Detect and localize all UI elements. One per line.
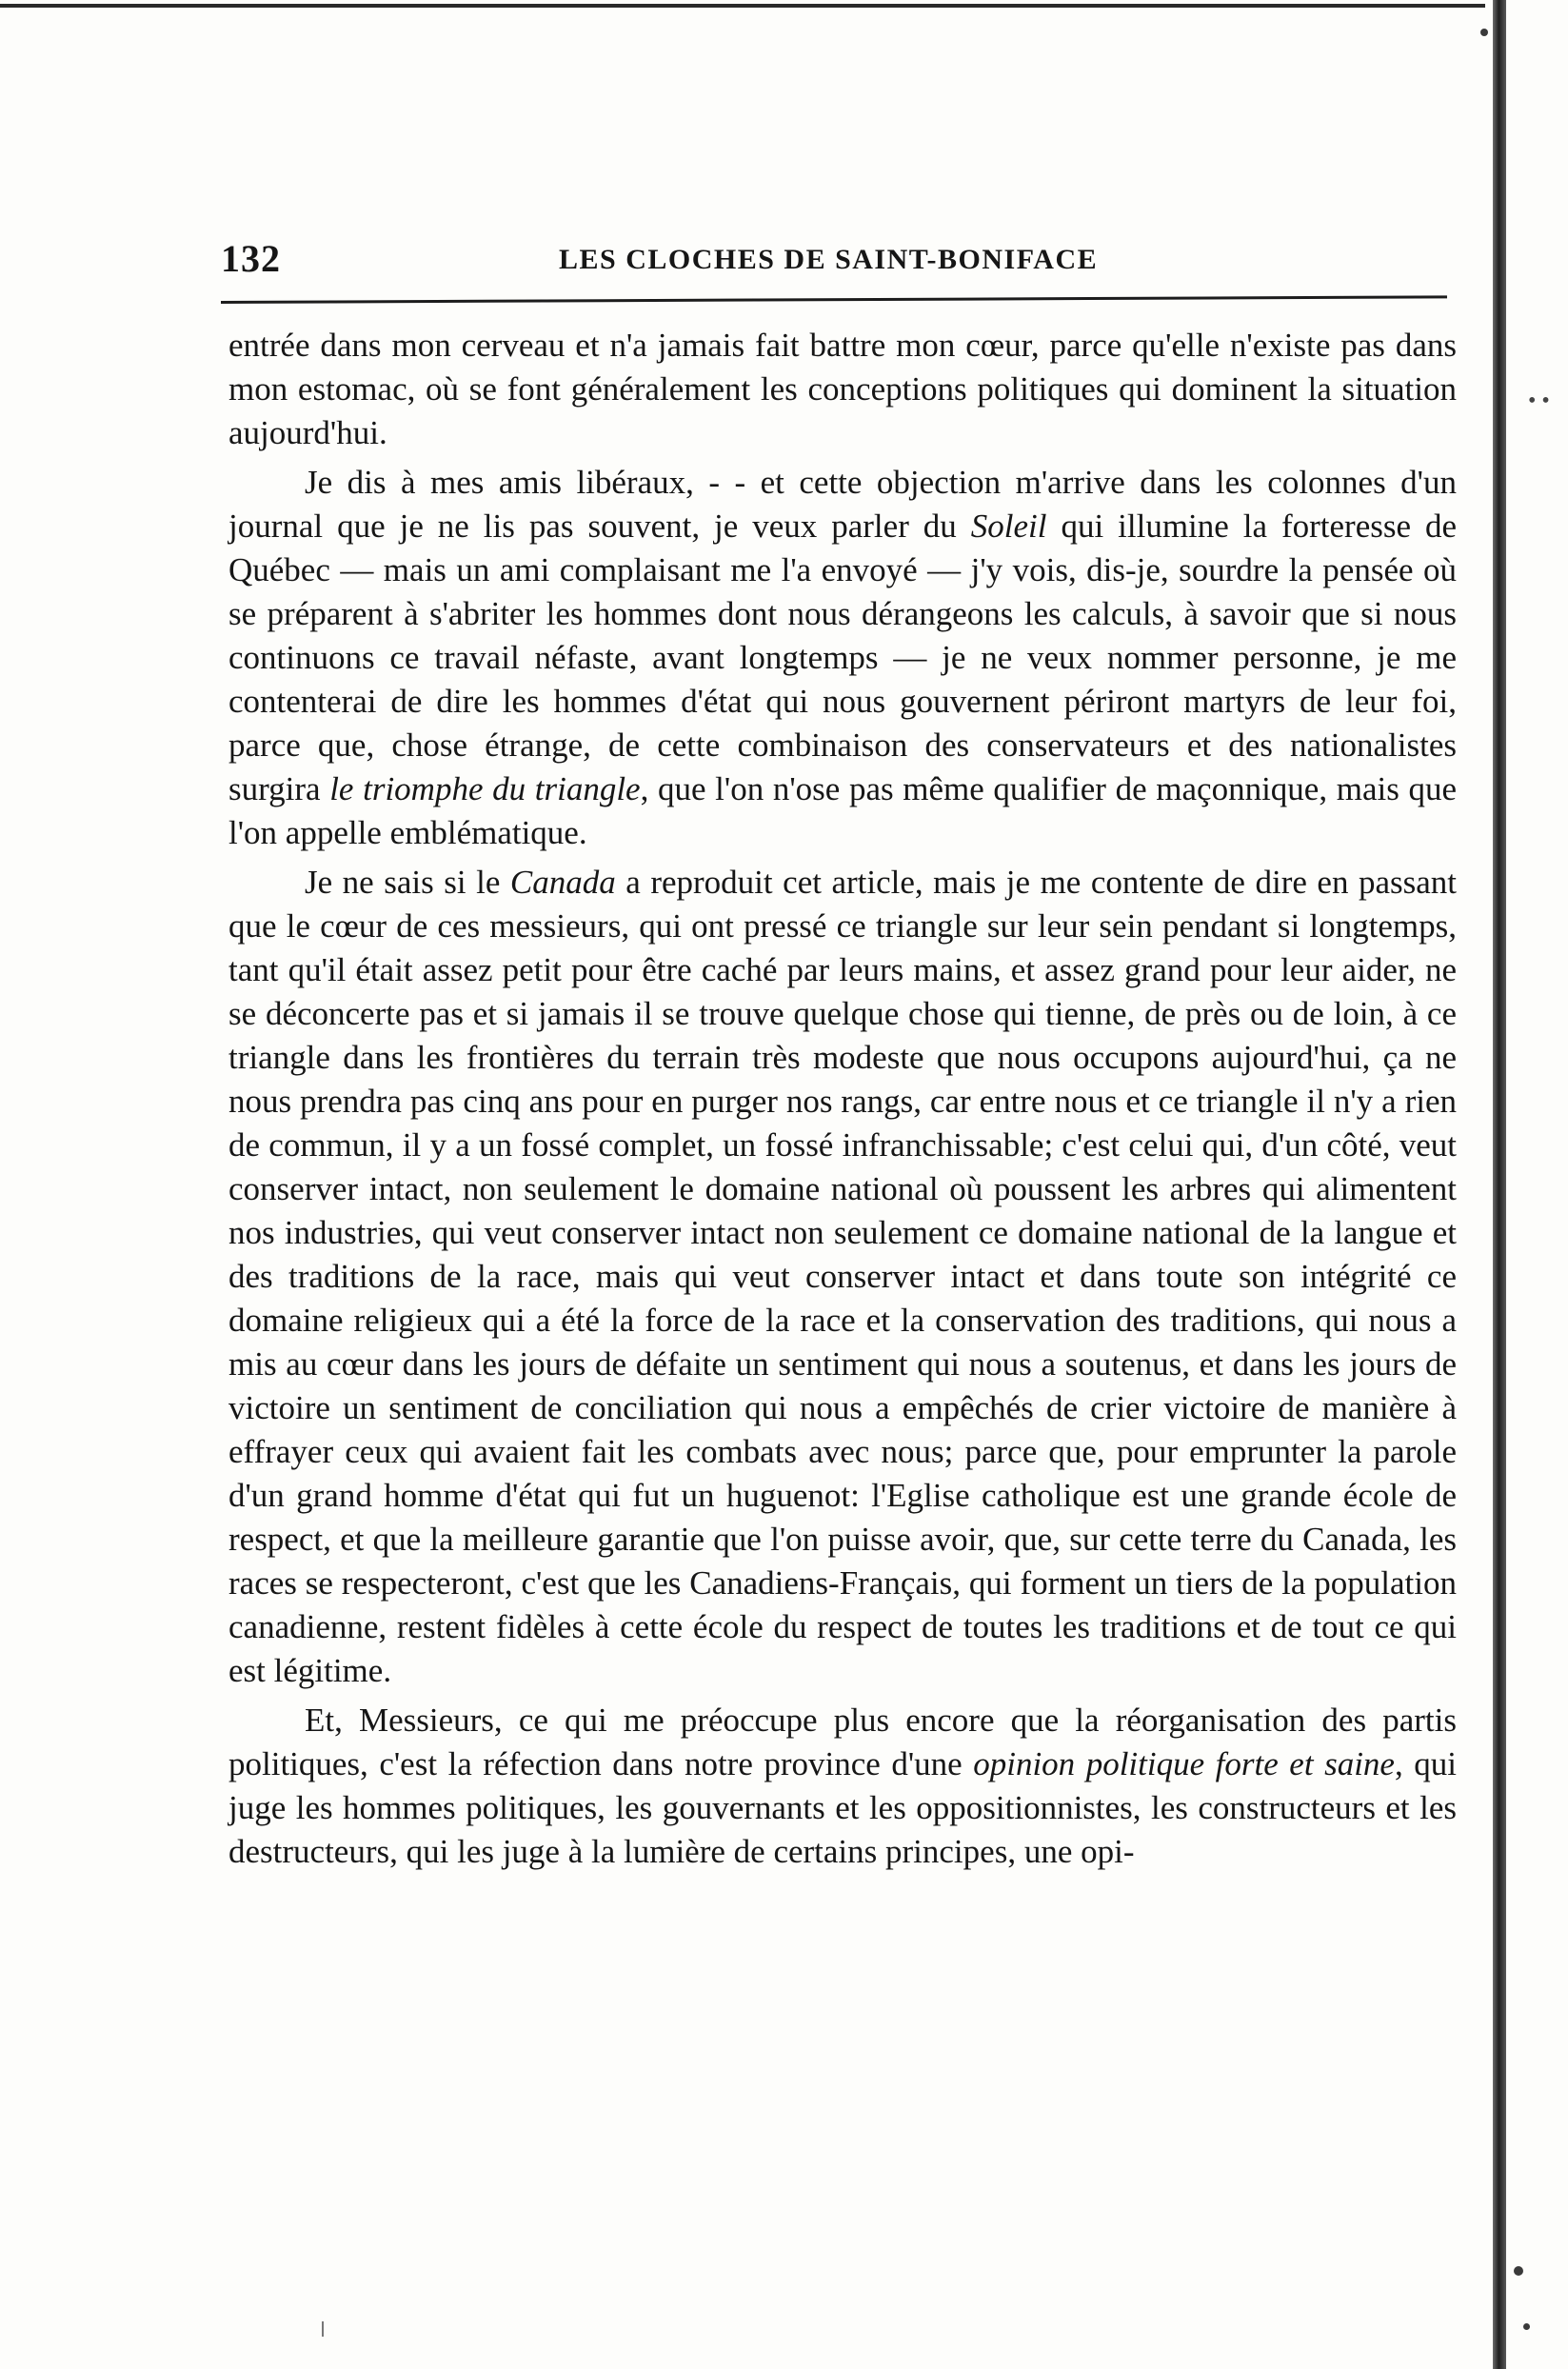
- top-edge-rule: [0, 4, 1485, 8]
- paragraph-text: qui illumine la forteresse de Québec — mais un ami complaisant me l'a envoyé — j'y vois, dis-je, sourdre la pensée où se préparent à s'abriter les hommes dont nous dérangeons les calculs, à savoir que si nous continuons ce travail néfaste, avant longtemps — je ne veux nommer personne, je me contenterai de dire les hommes d'état qui nous gouvernent périront martyrs de leur foi, parce que, chose étrange, de cette combinaison des conservateurs et des nationalistes surgira: [228, 508, 1458, 807]
- paragraph-1: [228, 324, 1457, 455]
- paragraph-2: [228, 461, 1457, 855]
- edge-speck: [1514, 2266, 1523, 2276]
- italic-phrase: opinion politique forte et saine: [973, 1745, 1395, 1782]
- italic-phrase: le triomphe du triangle: [329, 770, 641, 807]
- page-binding-edge: [1493, 0, 1506, 2369]
- paragraph-text: a reproduit cet article, mais je me contente de dire en passant que le cœur de ces messieurs, qui ont pressé ce triangle sur leur sein pendant si longtemps, tant qu'il était assez petit pour être caché par leurs mains, et assez grand pour leur aider, ne se déconcerte pas et si jamais il se trouve quelque chose qui tienne, de près ou de loin, à ce triangle dans les frontières du terrain très modeste que nous occupons aujourd'hui, ça ne nous prendra pas cinq ans pour en purger nos rangs, car entre nous et ce triangle il n'y a rien de commun, il y a un fossé complet, un fossé infranchissable; c'est celui qui, d'un côté, veut conserver intact, non seulement le domaine national où poussent les arbres qui alimentent nos industries, qui veut conserver intact non seulement ce domaine national de la langue et des traditions de la race, mais qui veut conserver intact et dans toute son intégrité ce domaine religieux qui a été la force de la race et la conservation des traditions, qui nous a mis au cœur dans les jours de défaite un sentiment qui nous a soutenus, et dans les jours de victoire un sentiment de conciliation qui nous a empêchés de crier victoire de manière à effrayer ceux qui avaient fait les combats avec nous; parce que, pour emprunter la parole d'un grand homme d'état qui fut un huguenot: l'Eglise catholique est une grande école de respect, et que la meilleure garantie que l'on puisse avoir, que, sur cette terre du Canada, les races se respecteront, c'est que les Canadiens-Français, qui forment un tiers de la population canadienne, restent fidèles à cette école du respect de toutes les traditions et de tout ce qui est légitime.: [228, 864, 1458, 1689]
- running-head: LES CLOCHES DE SAINT-BONIFACE: [559, 244, 1099, 275]
- paragraph-text: Et, Messieurs, ce qui me préoccupe plus encore que la réorganisation des partis politiques, c'est la réfection dans notre province d'une: [228, 1702, 1457, 1782]
- paragraph-text: Je dis à mes amis libéraux, - - et cette objection m'arrive dans les colonnes d'un journal que je ne lis pas souvent, je veux parler du: [228, 464, 1457, 545]
- edge-speck: [1523, 2323, 1530, 2330]
- margin-marks: • •: [1528, 388, 1550, 413]
- paragraph-text: Je ne sais si le: [305, 864, 510, 901]
- italic-title-soleil: Soleil: [970, 508, 1047, 545]
- edge-speck: [1480, 29, 1488, 36]
- body-text: [228, 324, 1457, 1880]
- italic-title-canada: Canada: [509, 864, 616, 901]
- page-number: 132: [221, 237, 281, 280]
- paragraph-text: , que l'on n'ose pas même qualifier de maçonnique, mais que l'on appelle emblématique.: [228, 770, 1458, 851]
- header-rule: [221, 295, 1447, 304]
- page-header: [221, 230, 1295, 288]
- paragraph-3: [228, 861, 1457, 1693]
- paragraph-4: [228, 1699, 1457, 1874]
- print-speck: [322, 2321, 324, 2337]
- paragraph-text: entrée dans mon cerveau et n'a jamais fait battre mon cœur, parce qu'elle n'existe pas dans mon estomac, où se font généralement les conceptions politiques qui dominent la situation aujourd'hui.: [228, 327, 1457, 451]
- paragraph-text: , qui juge les hommes politiques, les gouvernants et les oppositionnistes, les constructeurs et les destructeurs, qui les juge à la lumière de certains principes, une opi-: [228, 1745, 1457, 1870]
